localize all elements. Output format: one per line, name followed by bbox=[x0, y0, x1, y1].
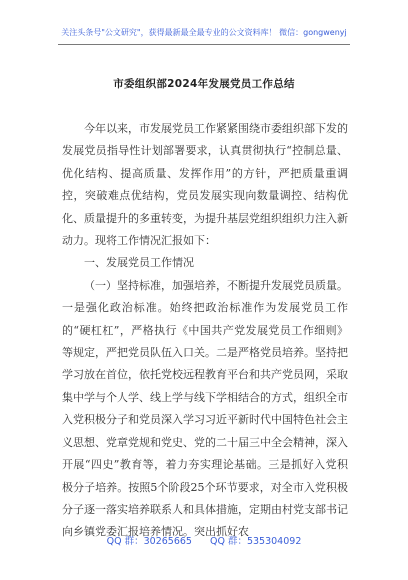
section-heading: 一、发展党员工作情况 bbox=[84, 256, 194, 270]
document-title: 市委组织部2024年发展党员工作总结 bbox=[113, 78, 295, 90]
footer bbox=[0, 533, 408, 547]
document-body bbox=[62, 118, 348, 544]
header-banner: 关注头条号"公文研究"，获得最新最全最专业的公文资料库！ 微信：gongwenyj bbox=[61, 28, 347, 37]
footer-qq-group-2: QQ 群：535304092 bbox=[209, 536, 302, 547]
intro-paragraph: 今年以来，市发展党员工作紧紧围绕市委组织部下发的发展党员指导性计划部署要求，认真贯彻执行“控制总量、优化结构、提高质量、发挥作用”的方针，严把质量重调控，突破难点优结构，党员发展实现向数量调控、结构优化、质量提升的多重转变，为提升基层党组织组织力注入新动力。现将工作情况汇报如下： bbox=[62, 122, 348, 248]
header-divider bbox=[58, 44, 350, 45]
body-paragraph: （一）坚持标准，加强培养，不断提升发展党员质量。一是强化政治标准。始终把政治标准作为发展党员工作的“硬杠杠”，严格执行《中国共产党发展党员工作细则》等规定，严把党员队伍入口关。二是严格党员培养。坚持把学习放在首位，依托党校远程教育平台和共产党员网，采取集中学与个人学、线上学与线下学相结合的方式，组织全市入党积极分子和党员深入学习习近平新时代中国特色社会主义思想、党章党规和党史、党的二十届三中全会精神，深入开展“四史”教育等，着力夯实理论基础。三是抓好入党积极分子培养。按照5个阶段25个环节要求，对全市入党积极分子逐一落实培养联系人和具体措施，定期由村党支部书记向乡镇党委汇报培养情况。突出抓好农 bbox=[62, 278, 348, 539]
footer-qq-group-1: QQ 群：30265665 bbox=[106, 536, 192, 547]
